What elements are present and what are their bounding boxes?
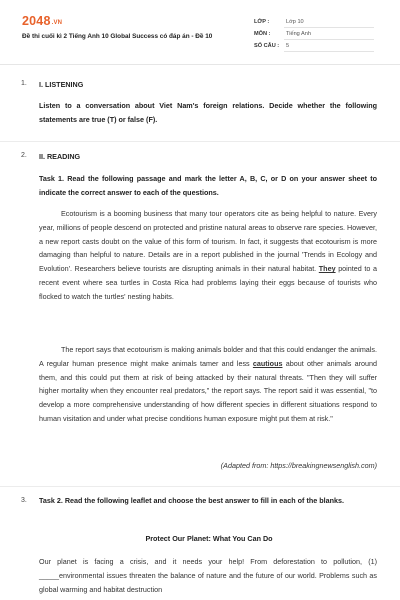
- section-title-reading: II. READING: [39, 152, 81, 161]
- document-header: [0, 0, 400, 65]
- underlined-word: They: [318, 264, 336, 274]
- logo-suffix: .VN: [51, 20, 63, 26]
- reading-task-2-instruction: Task 2. Read the following leaflet and choose the best answer to fill in each of the blanks.: [39, 496, 344, 505]
- listening-instruction: Listen to a conversation about Viet Nam's foreign relations. Decide whether the following statements are true (T) or false (F).: [39, 101, 377, 124]
- passage-text: The report says that ecotourism is making animals bolder and that this could endanger the animals. A regular human presence might make animals tamer and less: [39, 345, 377, 368]
- meta-key: LỚP :: [254, 19, 270, 25]
- passage-text: about other animals around them, and this could put them at risk of being attacked by their natural threats. "Then they will suffer higher mortality when they encounter real predators," the report says. The report said it was essential, "to develop a more comprehensive understanding of how different species in different situations respond to human visitation and under what precise conditions human exposure might put them at risk.": [39, 358, 377, 423]
- logo-main: 2048: [22, 14, 51, 28]
- meta-key: SỐ CÂU :: [254, 43, 280, 49]
- passage-paragraph-1: [39, 207, 377, 304]
- document-meta: [254, 16, 374, 52]
- passage-source: (Adapted from: https://breakingnewsenglish.com): [220, 461, 377, 470]
- divider: [0, 141, 400, 142]
- question-number: 3.: [21, 497, 27, 504]
- underlined-word: cautious: [252, 358, 283, 368]
- passage-text: pointed to a recent event where sea turtles in Costa Rica had problems laying their eggs because of tourists who flocked to watch the turtles' nesting habits.: [39, 264, 377, 301]
- passage-paragraph-2: [39, 343, 377, 426]
- question-number: 2.: [21, 152, 27, 159]
- meta-key: MÔN :: [254, 31, 271, 37]
- passage-text: Ecotourism is a booming business that many tour operators cite as being helpful to nature. Every year, millions of people descend on protected and pristine natural areas to observe rare species. However, a new report casts doubt on the value of this form of tourism. In fact, it suggests that ecotourism is more damaging than helpful to nature. Details are in a report published in the journal 'Trends in Ecology and Evolution'. Researchers believe tourists are disrupting animals in their natural habitat.: [39, 209, 378, 274]
- document-title: Đề thi cuối kì 2 Tiếng Anh 10 Global Success có đáp án - Đề 10: [22, 33, 213, 40]
- meta-value: Lớp 10: [284, 17, 374, 28]
- leaflet-title: Protect Our Planet: What You Can Do: [145, 534, 273, 543]
- section-title-listening: I. LISTENING: [39, 80, 84, 89]
- reading-task-1-instruction: Task 1. Read the following passage and mark the letter A, B, C, or D on your answer sheet to indicate the correct answer to each of the questions.: [39, 174, 377, 197]
- meta-row-class: [254, 16, 374, 28]
- leaflet-paragraph-1: Our planet is facing a crisis, and it needs your help! From deforestation to pollution, (1) _____environmental issues threaten the balance of nature and the future of our world. Problems such as global warming and habitat destruction: [39, 557, 377, 594]
- meta-row-count: [254, 40, 374, 52]
- site-logo[interactable]: [22, 14, 62, 28]
- divider: [0, 486, 400, 487]
- question-number: 1.: [21, 80, 27, 87]
- meta-value: 5: [284, 41, 374, 52]
- meta-value: Tiếng Anh: [284, 29, 374, 40]
- meta-row-subject: [254, 28, 374, 40]
